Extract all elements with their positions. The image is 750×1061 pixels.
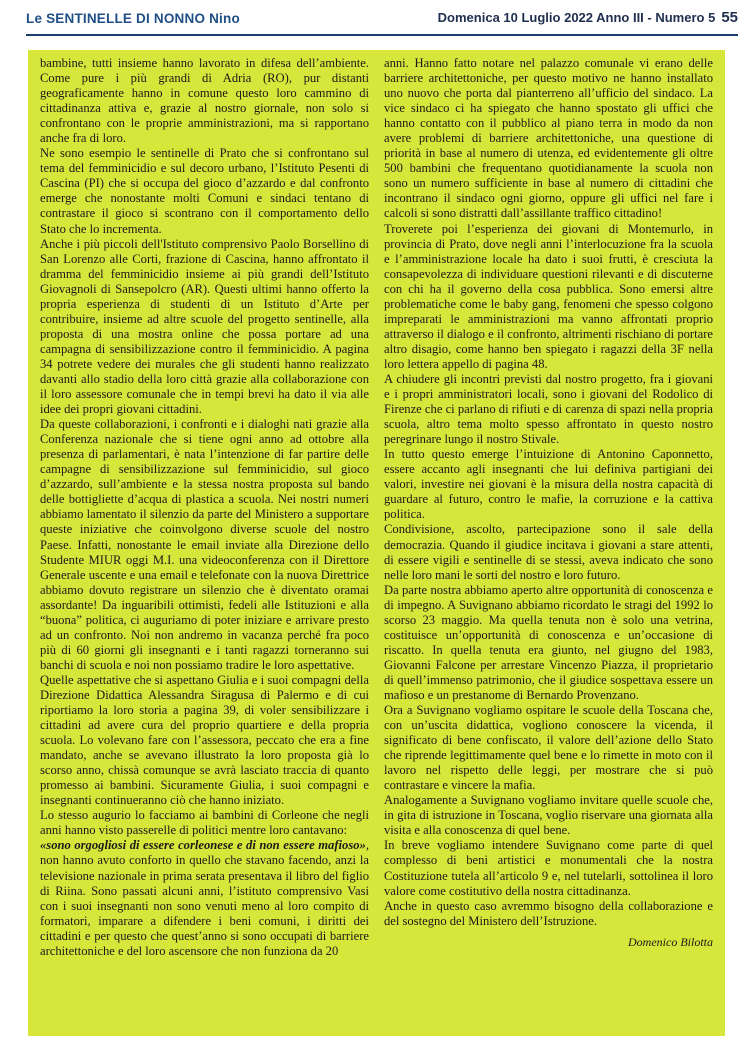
article-column-right — [384, 56, 713, 950]
page-header — [26, 8, 738, 36]
paragraph: Troverete poi l’esperienza dei giovani di Montemurlo, in provincia di Prato, dove negli anni l’interlocuzione fra la scuola e l’amministrazione locale ha dato i suoi frutti, è cresciuta la consapevolezza di individuare questioni rilevanti e di discuterne con chi ha il governo della cosa pubblica. Sono emersi altre problematiche come le baby gang, fenomeni che spesso colgono impreparati le amministrazioni ma vanno affrontati proprio attraverso il dialogo e il confronto, altrimenti rischiano di portare altro disagio, come hanno ben spiegato i ragazzi della 3F nella loro lettera appello di pagina 48. — [384, 221, 713, 371]
paragraph — [40, 808, 369, 958]
paragraph: Quelle aspettative che si aspettano Giulia e i suoi compagni della Direzione Didattica Alessandra Siragusa di Palermo e di cui riportiamo la loro storia a pagina 39, di voler sensibilizzare i cittadini ad avere cura del proprio quartiere e della propria scuola. Lo volevano fare con l’assessora, peccato che era a fine mandato, anche se avevano illustrato la loro proposta già lo scorso anno, chissà comunque se avrà lasciato traccia di quanto promesso ai bambini. Sicuramente Giulia, i suoi compagni e insegnanti continueranno ciò che hanno iniziato. — [40, 672, 369, 808]
paragraph: Da queste collaborazioni, i confronti e i dialoghi nati grazie alla Conferenza nazionale che si tiene ogni anno ad ottobre alla presenza di parlamentari, è nata l’intenzione di far partire delle campagne di sensibilizzazione sul femminicidio, sul gioco d’azzardo, sull’ambiente e la stessa nostra proposta sul bando delle bottigliette d’acqua di plastica a scuola. Nei nostri numeri abbiamo lamentato il silenzio da parte del Ministero a supportare queste iniziative che coinvolgono diverse scuole del nostro Paese. Infatti, nonostante le email inviate alla Direzione dello Studente MIUR oggi M.I. una videoconferenza con il Direttore Generale uscente e una email e telefonate con la nuova Direttrice abbiamo dovuto registrare un silenzio che è diventato oramai assordante! Da inguaribili ottimisti, fedeli alle Istituzioni e alla “buona” politica, ci auguriamo di poter iniziare e arrivare presto ad un confronto. Noi non andremo in vacanza perché fra poco più di 60 giorni gli insegnanti e i tanti ragazzi torneranno sui banchi di scuola e noi non possiamo tradire le loro aspettative. — [40, 417, 369, 672]
paragraph: Da parte nostra abbiamo aperto altre opportunità di conoscenza e di impegno. A Suvignano abbiamo ricordato le stragi del 1992 lo scorso 23 maggio. Ma quella tenuta non è solo una vetrina, costituisce un’opportunità di conoscenza e un’occasione di riscatto. In quella tenuta era giunto, nel giugno del 1983, Giovanni Falcone per arrestare Vincenzo Piazza, il proprietario di quell’immenso patrimonio, che il giudice sospettava essere un mafioso e un prestanome di Bernardo Provenzano. — [384, 582, 713, 702]
issue-info — [438, 9, 738, 27]
paragraph: Analogamente a Suvignano vogliamo invitare quelle scuole che, in gita di istruzione in Toscana, voglio riservare una giornata alla visita e alla conoscenza di quel bene. — [384, 793, 713, 838]
paragraph: In breve vogliamo intendere Suvignano come parte di quel complesso di beni artistici e monumentali che la nostra Costituzione tutela all’articolo 9 e, nel tutelarli, sottolinea il loro valore come costitutivo della nostra cittadinanza. — [384, 838, 713, 898]
author-signature: Domenico Bilotta — [628, 934, 713, 949]
paragraph: In tutto questo emerge l’intuizione di Antonino Caponnetto, essere accanto agli insegnanti che lui definiva partigiani dei valori, investire nei giovani è la misura della nostra capacità di guardare al futuro, contro le mafie, la corruzione e la cattiva politica. — [384, 447, 713, 522]
article-column-left — [40, 56, 369, 959]
paragraph: A chiudere gli incontri previsti dal nostro progetto, fra i giovani e i propri amministratori locali, sono i giovani del Rodolico di Firenze che ci parlano di rifiuti e di carenza di spazi nella propria scuola, altro tema molto spesso affrontato in questo nostro peregrinare lungo il nostro Stivale. — [384, 371, 713, 447]
paragraph: Anche i più piccoli dell'Istituto comprensivo Paolo Borsellino di San Lorenzo alle Corti, frazione di Cascina, hanno affrontato il dramma del femminicidio insieme ai più grandi dell’Istituto Giovagnoli di Sansepolcro (AR). Questi ultimi hanno offerto la propria esperienza di studenti di un Istituto d’Arte per contribuire, insieme ad altre scuole del progetto sentinelle, alla proposta di una mostra online che possa portare ad una campagna di sensibilizzazione contro il femminicidio. A pagina 34 potrete vedere dei murales che gli studenti hanno realizzato davanti allo stadio della loro città grazie alla collaborazione con il loro assessore comunale che in tempi brevi ha dato il via alle idee dei propri giovani cittadini. — [40, 236, 369, 417]
paragraph-text: Lo stesso augurio lo facciamo ai bambini di Corleone che negli anni hanno visto passerelle di politici mentre loro cantavano: — [40, 808, 369, 838]
paragraph: Anche in questo caso avremmo bisogno della collaborazione e del sostegno del Ministero dell’Istruzione. — [384, 898, 713, 928]
paragraph-text: , non hanno avuto conforto in quello che stavano facendo, anzi la televisione nazionale in prima serata presentava il libro del figlio di Riina. Sono passati alcuni anni, l’istituto comprensivo Vasi con i suoi insegnanti non sono venuti meno al loro compito di formatori, imparare a difendere i beni comuni, i diritti dei cittadini e per questo che quest’anno si sono occupati di barriere architettoniche e del loro ascensore che non funziona da 20 — [40, 838, 369, 958]
paragraph: bambine, tutti insieme hanno lavorato in difesa dell’ambiente. Come pure i più grandi di Adria (RO), pur distanti geograficamente hanno in comune questo loro cammino di cittadinanza attiva e, grazie al nostro giornale, non solo si confrontano con le proprie amministrazioni, ma si rapportano anche fra di loro. — [40, 56, 369, 146]
paragraph: Ne sono esempio le sentinelle di Prato che si confrontano sul tema del femminicidio e sul decoro urbano, l’Istituto Pesenti di Cascina (PI) che si occupa del gioco d’azzardo e dal confronto emerge che nonostante molti Comuni e sindaci tentano di contrastare il gioco si scontrano con il comportamento dello Stato che lo incrementa. — [40, 146, 369, 236]
issue-line: Domenica 10 Luglio 2022 Anno III - Numero 5 — [437, 10, 716, 25]
article-panel — [28, 50, 725, 1036]
paragraph: Ora a Suvignano vogliamo ospitare le scuole della Toscana che, con un’uscita didattica, vogliono conoscere la vicenda, il significato di bene confiscato, il valore dell’azione dello Stato che riprende legittimamente quel bene e lo rimette in moto con il lavoro nel rispetto delle leggi, per mostrare che si può contrastare e vincere la mafia. — [384, 703, 713, 793]
publication-title: Le SENTINELLE DI NONNO Nino — [26, 11, 240, 26]
paragraph: anni. Hanno fatto notare nel palazzo comunale vi erano delle barriere architettoniche, per questo motivo ne hanno installato uno nuovo che porta dal pianterreno all’ufficio del sindaco. La vice sindaco ci ha spiegato che hanno spostato gli uffici che hanno contatto con il pubblico al piano terra in modo da non avere problemi di barriere architettoniche, una questione di priorità in base al numero di utenza, ed evidentemente gli oltre 500 bambini che frequentano quotidianamente la scuola non sono un numero sufficiente in base al numero di cittadini che incontrano il sindaco ogni giorno, oppure gli uffici nel fare i calcoli si sono distratti dall’assillante traffico cittadino! — [384, 56, 713, 221]
song-quote: «sono orgogliosi di essere corleonese e di non essere mafioso» — [40, 838, 366, 853]
paragraph: Condivisione, ascolto, partecipazione sono il sale della democrazia. Quando il giudice incitava i giovani a stare attenti, di essere vigili e sentinelle di se stessi, aveva indicato che sono nelle loro mani le sorti del nostro e loro futuro. — [384, 522, 713, 582]
page-number: 55 — [721, 9, 738, 26]
